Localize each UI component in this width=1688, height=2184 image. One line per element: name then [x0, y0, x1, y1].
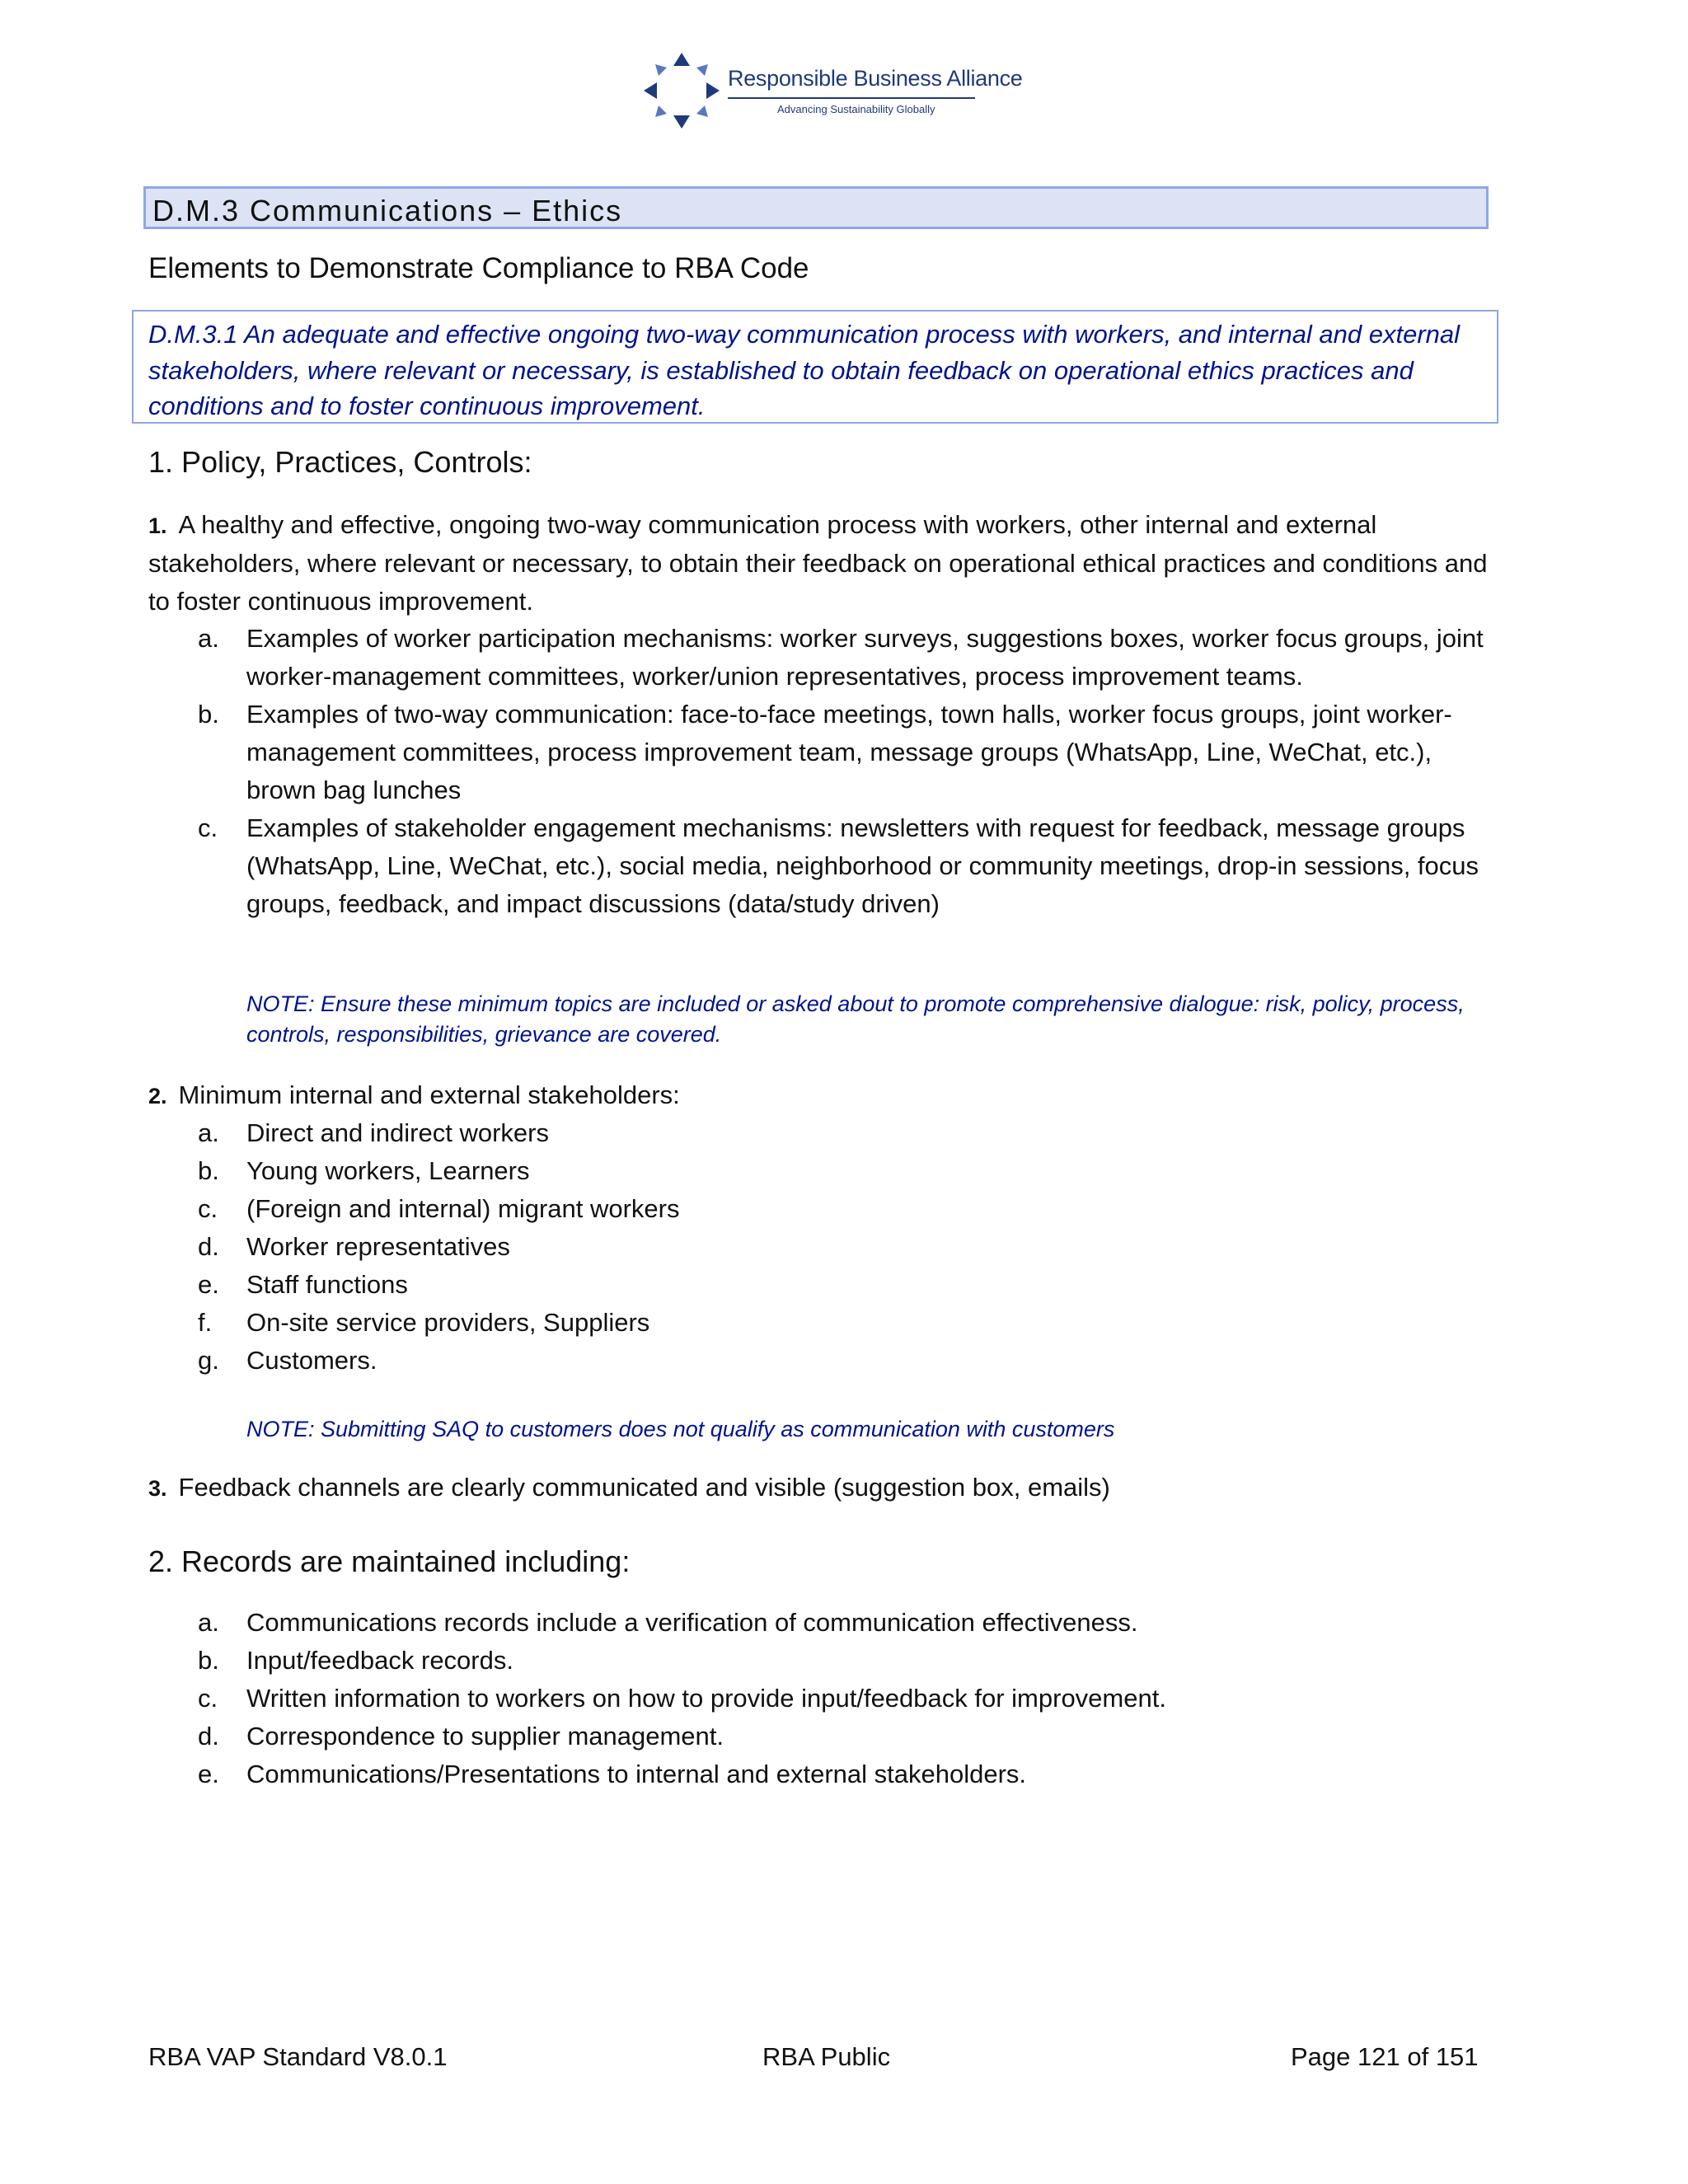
item1-sublist — [0, 620, 1688, 923]
item-number: 1. — [148, 513, 167, 538]
list-item — [0, 620, 1688, 696]
list-item — [0, 1642, 1688, 1680]
requirement-statement-box — [132, 310, 1498, 424]
footer-page-number: Page 121 of 151 — [1291, 2042, 1479, 2071]
list-item-text: Examples of worker participation mechanisms: worker surveys, suggestions boxes, worker focus groups, joint worker-management committees, worker/union representatives, process improvement teams. — [246, 624, 1484, 691]
list-letter: a. — [198, 1608, 219, 1637]
part1-item2 — [148, 1076, 1500, 1115]
list-item-text: (Foreign and internal) migrant workers — [246, 1194, 680, 1223]
list-item-text: Input/feedback records. — [246, 1646, 513, 1675]
list-item-text: Worker representatives — [246, 1232, 510, 1261]
footer-standard-version: RBA VAP Standard V8.0.1 — [148, 2042, 448, 2071]
part2-title: 2. Records are maintained including: — [148, 1544, 631, 1578]
list-letter: g. — [198, 1346, 219, 1375]
list-item — [0, 1114, 1688, 1152]
rba-logo — [639, 48, 1023, 134]
list-item-text: Written information to workers on how to provide input/feedback for improvement. — [246, 1684, 1166, 1713]
list-item — [0, 1152, 1688, 1190]
list-item — [0, 1718, 1688, 1755]
list-letter: e. — [198, 1270, 219, 1299]
list-letter: b. — [198, 1156, 219, 1185]
logo-title: Responsible Business Alliance — [728, 66, 1023, 91]
item-number: 3. — [148, 1476, 167, 1501]
item-text: Minimum internal and external stakeholders: — [178, 1080, 680, 1109]
list-letter: d. — [198, 1232, 219, 1261]
list-letter: a. — [198, 1118, 219, 1147]
logo-divider — [728, 97, 975, 99]
note-topics: NOTE: Ensure these minimum topics are included or asked about to promote comprehensive dialogue: risk, policy, process, controls, responsibilities, grievance are covered. — [246, 991, 1465, 1047]
list-item — [0, 1604, 1688, 1642]
records-list — [0, 1604, 1688, 1793]
note-saq: NOTE: Submitting SAQ to customers does not qualify as communication with customers — [246, 1417, 1115, 1441]
list-letter: b. — [198, 700, 219, 729]
list-letter: e. — [198, 1760, 219, 1788]
list-item — [0, 1342, 1688, 1380]
list-item-text: Communications records include a verification of communication effectiveness. — [246, 1608, 1138, 1637]
section-title: D.M.3 Communications – Ethics — [152, 194, 623, 227]
list-item — [0, 696, 1688, 809]
part1-title: 1. Policy, Practices, Controls: — [148, 445, 532, 479]
list-item — [0, 1190, 1688, 1228]
list-letter: c. — [198, 1684, 218, 1713]
list-item — [0, 1680, 1688, 1718]
list-letter: d. — [198, 1722, 219, 1750]
list-letter: f. — [198, 1308, 213, 1337]
list-item-text: Examples of stakeholder engagement mechanisms: newsletters with request for feedback, message groups (WhatsApp, Line, WeChat, etc.), social media, neighborhood or community meetings, drop-in sessions, focus groups, feedback, and impact discussions (data/study driven) — [246, 813, 1479, 918]
list-item-text: Young workers, Learners — [246, 1156, 530, 1185]
list-letter: c. — [198, 813, 218, 842]
list-letter: c. — [198, 1194, 218, 1223]
list-item-text: Correspondence to supplier management. — [246, 1722, 724, 1750]
list-item-text: Communications/Presentations to internal and external stakeholders. — [246, 1760, 1027, 1788]
list-item — [0, 1755, 1688, 1793]
logo-tagline: Advancing Sustainability Globally — [777, 103, 935, 115]
list-item-text: On-site service providers, Suppliers — [246, 1308, 650, 1337]
item-text: Feedback channels are clearly communicated and visible (suggestion box, emails) — [178, 1473, 1110, 1502]
list-item — [0, 809, 1688, 923]
item-number: 2. — [148, 1084, 167, 1108]
part1-item3 — [148, 1469, 1500, 1507]
list-item — [0, 1228, 1688, 1266]
item-text: A healthy and effective, ongoing two-way communication process with workers, other internal and external stakeholders, where relevant or necessary, to obtain their feedback on operational ethical practices and conditions and to foster continuous improvement. — [148, 510, 1488, 616]
section-heading-box — [143, 186, 1489, 229]
list-item-text: Examples of two-way communication: face-to-face meetings, town halls, worker focus groups, joint worker-management committees, process improvement team, message groups (WhatsApp, Line, WeChat, etc.), brown bag lunches — [246, 700, 1452, 804]
elements-title: Elements to Demonstrate Compliance to RBA Code — [148, 252, 809, 284]
list-item-text: Customers. — [246, 1346, 377, 1375]
part1-item1 — [148, 506, 1500, 621]
item2-sublist — [0, 1114, 1688, 1380]
list-letter: b. — [198, 1646, 219, 1675]
list-item — [0, 1266, 1688, 1304]
list-item — [0, 1304, 1688, 1342]
requirement-statement: D.M.3.1 An adequate and effective ongoing two-way communication process with workers, and internal and external stakeholders, where relevant or necessary, is established to obtain feedback on operational ethics practices and conditions and to foster continuous improvement. — [148, 320, 1461, 420]
list-letter: a. — [198, 624, 219, 653]
footer-classification: RBA Public — [762, 2042, 891, 2071]
compass-logo-icon — [639, 48, 724, 134]
list-item-text: Staff functions — [246, 1270, 408, 1299]
list-item-text: Direct and indirect workers — [246, 1118, 549, 1147]
